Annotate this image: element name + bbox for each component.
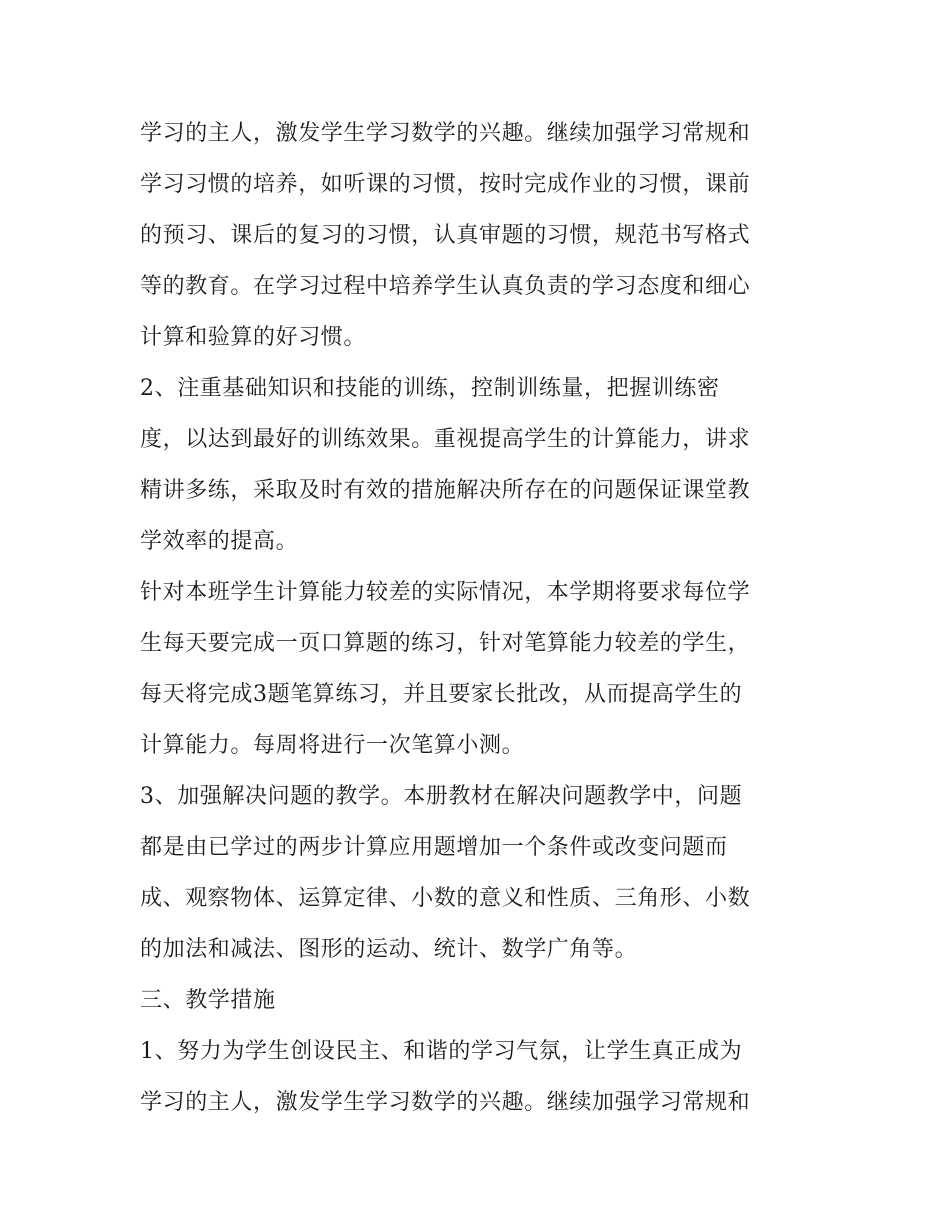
text-line: 成、观察物体、运算定律、小数的意义和性质、三角形、小数	[140, 886, 751, 911]
text-line: 3、加强解决问题的教学。本册教材在解决问题教学中，问题	[140, 784, 743, 809]
text-line: 都是由已学过的两步计算应用题增加一个条件或改变问题而	[140, 835, 728, 860]
text-line: 度，以达到最好的训练效果。重视提高学生的计算能力，讲求	[140, 427, 751, 452]
text-line: 的加法和减法、图形的运动、统计、数学广角等。	[140, 937, 638, 962]
text-line: 生每天要完成一页口算题的练习，针对笔算能力较差的学生，	[140, 631, 751, 656]
text-line: 学效率的提高。	[140, 529, 299, 554]
text-line: 精讲多练，采取及时有效的措施解决所存在的问题保证课堂教	[140, 478, 751, 503]
text-line: 的预习、课后的复习的习惯，认真审题的习惯，规范书写格式	[140, 223, 751, 248]
text-line: 计算能力。每周将进行一次笔算小测。	[140, 733, 525, 758]
text-line: 学习习惯的培养，如听课的习惯，按时完成作业的习惯，课前	[140, 172, 751, 197]
text-line: 等的教育。在学习过程中培养学生认真负责的学习态度和细心	[140, 274, 751, 299]
text-line: 学习的主人，激发学生学习数学的兴趣。继续加强学习常规和	[140, 1090, 751, 1115]
text-line: 计算和验算的好习惯。	[140, 325, 367, 350]
text-line: 每天将完成3题笔算练习，并且要家长批改，从而提高学生的	[140, 682, 743, 707]
text-line: 2、注重基础知识和技能的训练，控制训练量，把握训练密	[140, 376, 720, 401]
text-line: 学习的主人，激发学生学习数学的兴趣。继续加强学习常规和	[140, 121, 751, 146]
text-line: 针对本班学生计算能力较差的实际情况，本学期将要求每位学	[140, 580, 751, 605]
text-line: 1、努力为学生创设民主、和谐的学习气氛，让学生真正成为	[140, 1039, 743, 1064]
document-body	[140, 108, 830, 1128]
section-heading: 三、教学措施	[140, 988, 276, 1013]
